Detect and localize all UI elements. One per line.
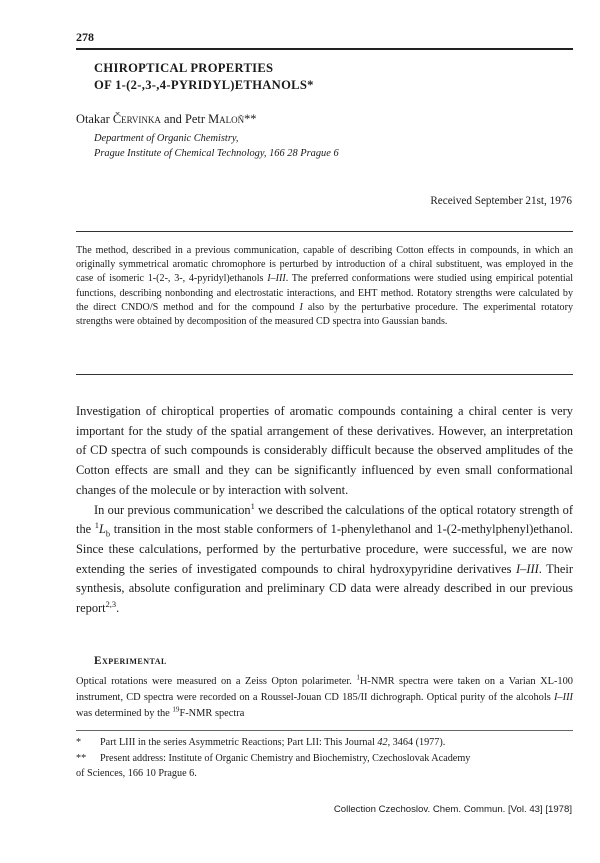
footnote-1-volume: 42: [377, 737, 388, 748]
abstract-text-1: The method, described in a previous communication, capable of describing Cotton effects in compounds, in which an originally symmetrical aromatic chromophore is perturbed by introduction of a chiral substituent, was employed in the case of isomeric 1-(2-, 3-, 4-pyridyl)ethanols: [76, 245, 573, 285]
abstract-bottom-rule: [76, 374, 573, 375]
author-footnote-mark: **: [244, 112, 257, 126]
intro-paragraph-2: [76, 501, 573, 619]
journal-footer: Collection Czechoslov. Chem. Commun. [Vol. 43] [1978]: [333, 804, 572, 815]
exp-text-c: was determined by the: [76, 707, 173, 719]
author-2-given: Petr: [184, 112, 205, 126]
exp-compound-range: I–III: [553, 691, 573, 703]
page-number: 278: [76, 30, 94, 44]
author-line: [76, 112, 256, 127]
abstract-text-2: . The preferred conformations were studied using empirical potential functions, describing nonbonding and electrostatic interactions, and EHT method. Rotatory strengths were calculated by the direct CNDO/S method and for the compound: [76, 273, 574, 313]
footnote-rule: [76, 730, 573, 731]
intro-p2-text-c: transition in the most stable conformers of 1-phenylethanol and 1-(2-methylphenyl)ethanol. Since these calculations, performed by the perturbative procedure, were successful, we are now extending the series of investigated compounds to chiral hydroxypyridine derivatives: [76, 522, 573, 576]
exp-nmr-superscript-19: 19: [172, 705, 180, 714]
received-date: Received September 21st, 1976: [430, 195, 572, 207]
header-rule: [76, 48, 573, 50]
exp-nmr-superscript-1: 1: [356, 673, 360, 682]
author-connector: and: [163, 112, 182, 126]
exp-text-b: H-NMR spectra were taken on a Varian XL-100 instrument, CD spectra were recorded on a Roussel-Jouan CD 185/II dichrograph. Optical purity of the alcohols: [76, 676, 573, 703]
footnote-1-text-end: , 3464 (1977).: [387, 737, 446, 748]
abstract-top-rule: [76, 231, 573, 232]
footnote-2-text-line-2: of Sciences, 166 10 Prague 6.: [76, 768, 197, 780]
citation-ref-1: 1: [250, 500, 255, 511]
title-line-2: OF 1-(2-,3-,4-PYRIDYL)ETHANOLS*: [94, 78, 314, 92]
footnote-1: [76, 735, 573, 750]
affiliation-line-1: Department of Organic Chemistry,: [94, 133, 239, 144]
exp-text-d: F-NMR spectra: [179, 707, 245, 719]
abstract-compound-range: I–III: [267, 273, 286, 285]
intro-p2-text-e: .: [116, 601, 120, 616]
introduction: [76, 402, 573, 619]
intro-compound-range: I–III: [516, 561, 539, 576]
abstract: [76, 244, 573, 329]
author-1-family: Červinka: [112, 112, 161, 126]
affiliation: [94, 131, 339, 161]
footnote-2-mark: **: [76, 753, 87, 764]
footnote-2: [76, 751, 573, 781]
citation-ref-2-3: 2,3: [105, 598, 117, 609]
title-line-1: CHIROPTICAL PROPERTIES: [94, 61, 274, 75]
affiliation-line-2: Prague Institute of Chemical Technology, 166 28 Prague 6: [94, 148, 339, 159]
footnote-1-mark: *: [76, 737, 82, 748]
footnote-2-text-line-1: Present address: Institute of Organic Chemistry and Biochemistry, Czechoslovak Academy: [100, 753, 471, 764]
transition-symbol: L: [99, 522, 106, 537]
transition-superscript: 1: [94, 520, 100, 531]
author-2-family: Maloň: [208, 112, 245, 126]
abstract-compound-ref: I: [299, 301, 303, 313]
abstract-text-3: also by the perturbative procedure. The experimental rotatory strengths were obtained by decomposition of the measured CD spectra into Gaussian bands.: [76, 301, 573, 328]
exp-text-a: Optical rotations were measured on a Zeiss Opton polarimeter.: [76, 676, 357, 687]
intro-p2-text-b: we described the calculations of the optical rotatory strength of the: [76, 502, 573, 537]
section-heading-experimental: Experimental: [94, 655, 167, 667]
author-1-given: Otakar: [76, 112, 110, 126]
intro-p2-text-d: . Their synthesis, absolute configuration and preliminary CD data were already described in our previous report: [76, 561, 573, 616]
intro-paragraph-1: Investigation of chiroptical properties of aromatic compounds containing a chiral center is very important for the study of the spatial arrangement of these derivatives. However, an interpretation of CD spectra of such compounds is considerably difficult because the observed amplitudes of the Cotton effects are small and they can be significantly influenced by even small conformational changes of the molecule or by interaction with solvent.: [76, 404, 573, 497]
article-title: [94, 60, 314, 94]
experimental-text: [76, 674, 573, 721]
transition-subscript: b: [105, 528, 111, 539]
intro-p2-text-a: In our previous communication: [94, 502, 251, 517]
footnote-1-text: Part LIII in the series Asymmetric Reactions; Part LII: This Journal: [100, 737, 378, 748]
